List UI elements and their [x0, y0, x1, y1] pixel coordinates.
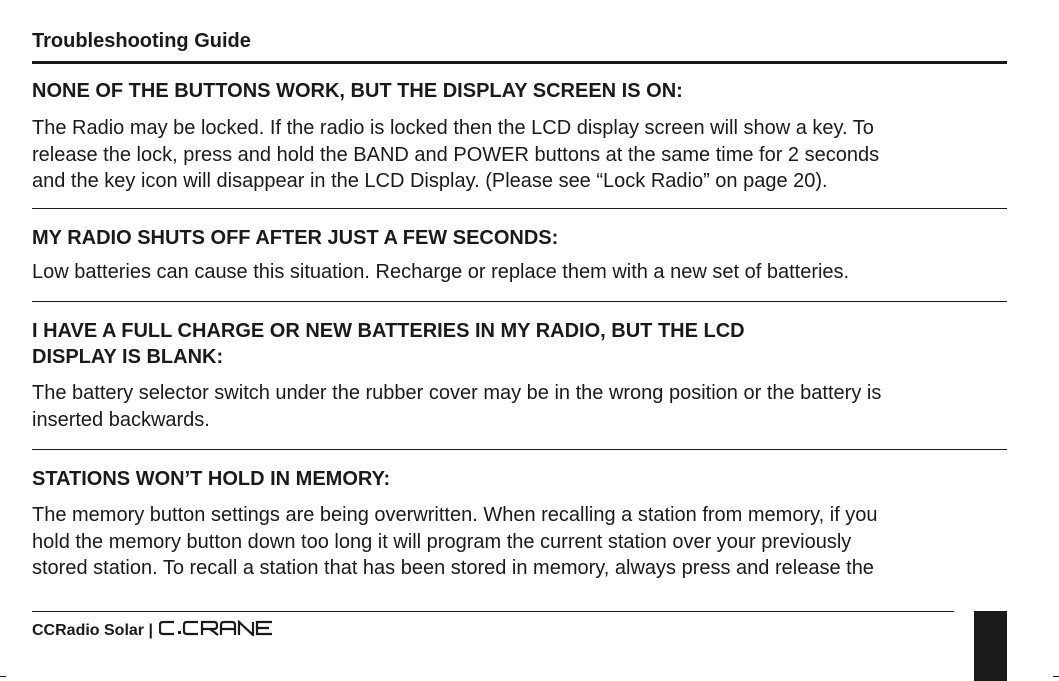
- body-line: The battery selector switch under the rubber cover may be in the wrong position or the battery is: [32, 382, 882, 404]
- section-body-memory: [32, 502, 878, 582]
- footer-rule: [32, 611, 954, 612]
- footer-product-name: CCRadio Solar |: [32, 622, 153, 639]
- body-line: hold the memory button down too long it will program the current station over your previously: [32, 530, 852, 553]
- body-line: stored station. To recall a station that has been stored in memory, always press and release the: [32, 557, 874, 579]
- brand-logo: [159, 620, 281, 642]
- body-line: The Radio may be locked. If the radio is locked then the LCD display screen will show a key. To: [32, 117, 874, 139]
- body-line: The memory button settings are being overwritten. When recalling a station from memory, if you: [32, 504, 878, 526]
- section-body-lcd-blank: [32, 380, 881, 433]
- body-line: release the lock, press and hold the BAND and POWER buttons at the same time for 2 seconds: [32, 143, 880, 166]
- title-rule: [32, 61, 1007, 64]
- section-body-shuts-off: [32, 259, 849, 286]
- crop-mark: [0, 676, 6, 677]
- heading-line: I HAVE A FULL CHARGE OR NEW BATTERIES IN MY RADIO, BUT THE LCD: [32, 320, 745, 342]
- c-crane-logo-icon: [159, 620, 281, 636]
- section-divider: [32, 208, 1007, 209]
- body-line: Low batteries can cause this situation. Recharge or replace them with a new set of batteries.: [32, 261, 850, 283]
- section-heading-shuts-off: MY RADIO SHUTS OFF AFTER JUST A FEW SECONDS:: [32, 227, 559, 249]
- heading-line: DISPLAY IS BLANK:: [32, 346, 224, 368]
- section-heading-buttons: NONE OF THE BUTTONS WORK, BUT THE DISPLAY SCREEN IS ON:: [32, 80, 683, 102]
- section-divider: [32, 301, 1007, 302]
- body-line: and the key icon will disappear in the LCD Display. (Please see “Lock Radio” on page 20).: [32, 170, 828, 192]
- section-heading-lcd-blank: [32, 318, 745, 370]
- section-divider: [32, 449, 1007, 450]
- section-heading-memory: STATIONS WON’T HOLD IN MEMORY:: [32, 468, 391, 490]
- page-title: Troubleshooting Guide: [32, 30, 251, 52]
- body-line: inserted backwards.: [32, 408, 210, 431]
- crop-mark: [1053, 676, 1059, 677]
- section-body-buttons: [32, 115, 879, 195]
- footer: [32, 620, 281, 642]
- page-edge-tab: [974, 611, 1007, 681]
